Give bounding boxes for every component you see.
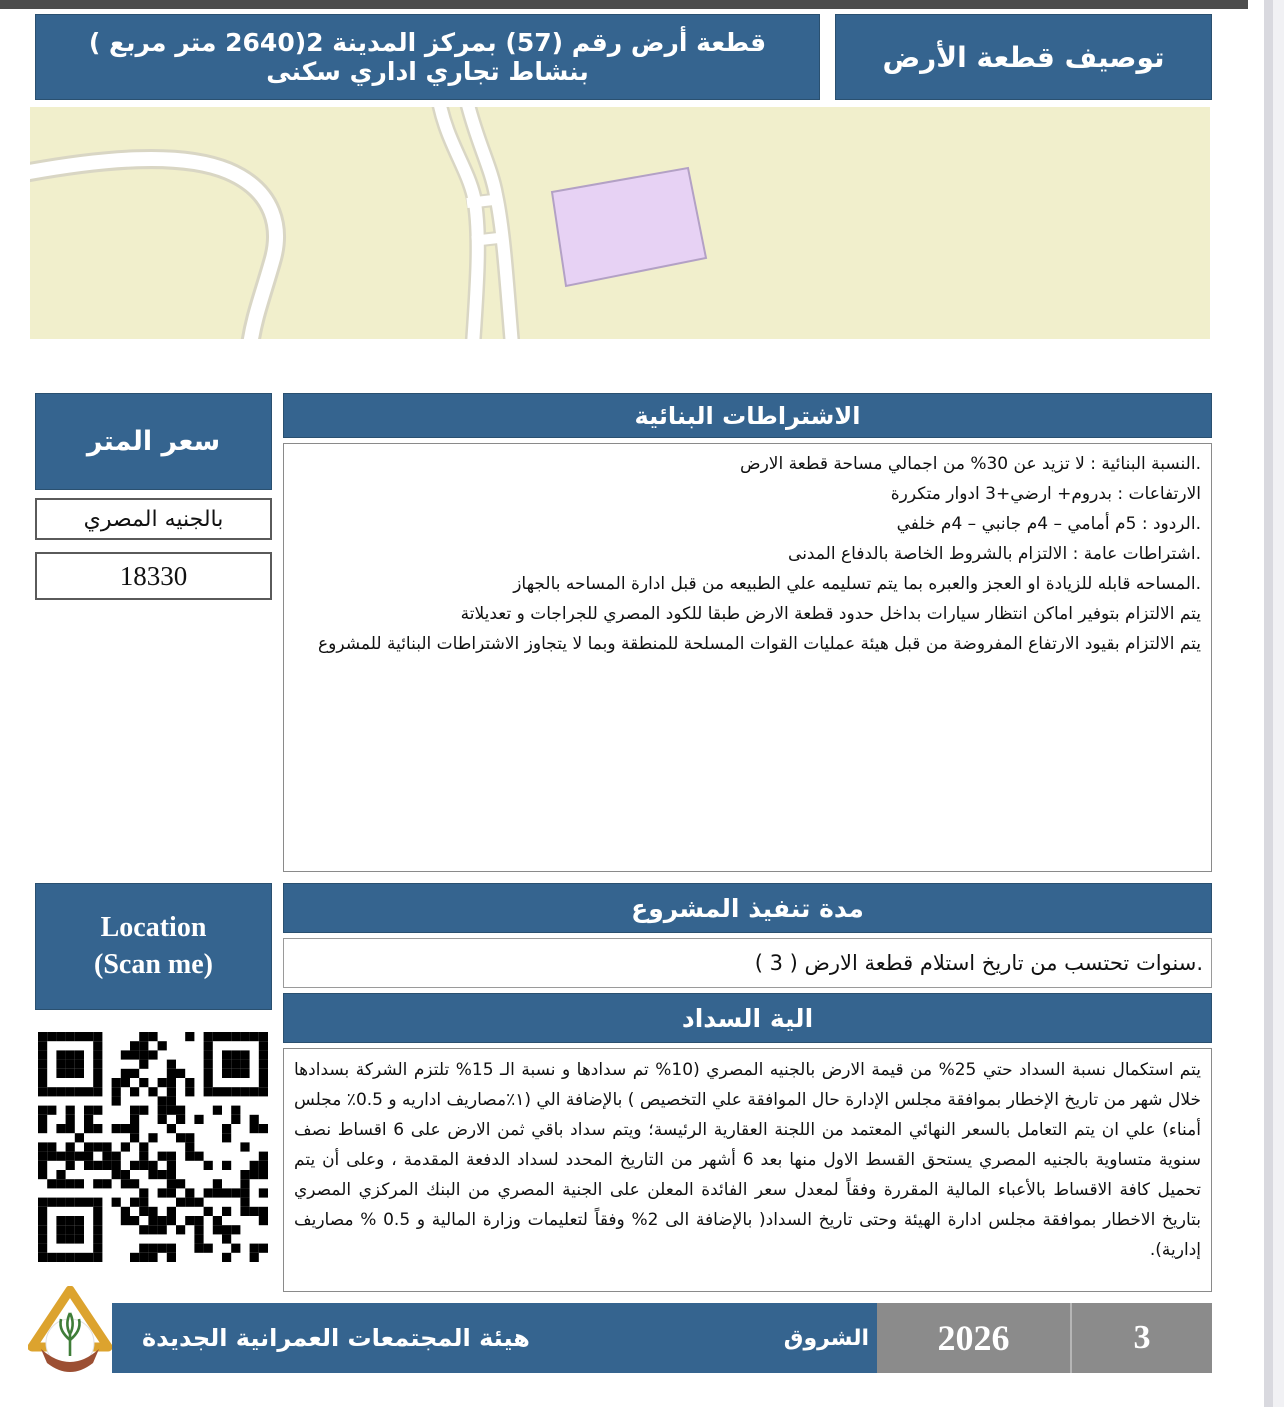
scan-edge-right-outer xyxy=(1273,0,1284,1407)
requirement-line: .الردود : 5م أمامي – 4م جانبي – 4م خلفي xyxy=(896,514,1201,534)
authority-name: هيئة المجتمعات العمرانية الجديدة xyxy=(142,1324,530,1352)
building-requirements-box xyxy=(283,443,1212,872)
project-duration-header: مدة تنفيذ المشروع xyxy=(283,883,1212,933)
scan-edge-top xyxy=(0,0,1248,9)
year-value: 2026 xyxy=(877,1303,1070,1373)
footer-bar xyxy=(112,1303,877,1373)
payment-mechanism-text: يتم استكمال نسبة السداد حتي 25% من قيمة الارض بالجنيه المصري (10% تم سدادها و نسبة الـ 15% تلتزم الشركة بسدادها خلال شهر من تاريخ الإخطار بموافقة مجلس الإدارة حال الموافقة علي التخصيص ) بالإضافة الي (١٪مصاريف اداريه و 0.5٪ مجلس أمناء) علي ان يتم التعامل بالسعر النهائي المعتمد من اللجنة العقارية الرئيسة؛ ويتم سداد باقي ثمن الارض على 6 اقساط نصف سنوية متساوية بالجنيه المصري يستحق القسط الاول منها بعد 6 أشهر من التاريخ المحدد لسداد الدفعة المقدمة ، وعلى أن يتم تحميل كافة الاقساط بالأعباء المالية المقررة وفقاً لمعدل سعر الفائدة المعلن على الجنية المصري من البنك المركزي المصري بتاريخ الاخطار بموافقة مجلس ادارة الهيئة وحتى تاريخ السداد( بالإضافة الى 2% وفقاً لتعليمات وزارة المالية و 0.5 % مصاريف إدارية). xyxy=(283,1048,1212,1292)
plot-description: قطعة أرض رقم (57) بمركز المدينة 2(2640 متر مربع ) بنشاط تجاري اداري سكنى xyxy=(35,14,820,100)
sheet-number: 3 xyxy=(1070,1303,1212,1373)
qr-code xyxy=(38,1032,268,1262)
requirement-line: .اشتراطات عامة : الالتزام بالشروط الخاصة بالدفاع المدنى xyxy=(788,544,1201,564)
district-name: الشروق xyxy=(783,1325,869,1351)
location-label xyxy=(35,883,272,1010)
location-label-line2: (Scan me) xyxy=(94,948,213,980)
currency-label: بالجنيه المصري xyxy=(35,498,272,540)
scan-edge-right xyxy=(1264,0,1273,1407)
location-label-line1: Location xyxy=(100,912,207,944)
requirement-line: .النسبة البنائية : لا تزيد عن 30% من اجمالي مساحة قطعة الارض xyxy=(740,454,1201,474)
authority-logo-graphic xyxy=(28,1286,112,1384)
requirement-line: .المساحه قابله للزيادة او العجز والعبره بما يتم تسليمه علي الطبيعه من قبل ادارة المساحه بالجهاز xyxy=(513,574,1201,594)
map-graphic xyxy=(30,107,1210,339)
page-title: توصيف قطعة الأرض xyxy=(835,14,1212,100)
requirement-line: الارتفاعات : بدروم+ ارضي+3 ادوار متكررة xyxy=(890,484,1201,504)
location-map xyxy=(30,107,1210,339)
price-value: 18330 xyxy=(35,552,272,600)
building-requirements-header: الاشتراطات البنائية xyxy=(283,393,1212,438)
requirement-line: يتم الالتزام بتوفير اماكن انتظار سيارات بداخل حدود قطعة الارض طبقا للكود المصري للجراجات و تعديلاتة xyxy=(460,604,1201,624)
requirement-line: يتم الالتزام بقيود الارتفاع المفروضة من قبل هيئة عمليات القوات المسلحة للمنطقة وبما لا يتجاوز الاشتراطات البنائية للمشروع xyxy=(318,634,1201,654)
payment-mechanism-header: الية السداد xyxy=(283,993,1212,1043)
price-per-meter-title: سعر المتر xyxy=(35,393,272,490)
authority-logo xyxy=(28,1286,112,1384)
project-duration-value: .سنوات تحتسب من تاريخ استلام قطعة الارض ( 3 ) xyxy=(283,938,1212,988)
